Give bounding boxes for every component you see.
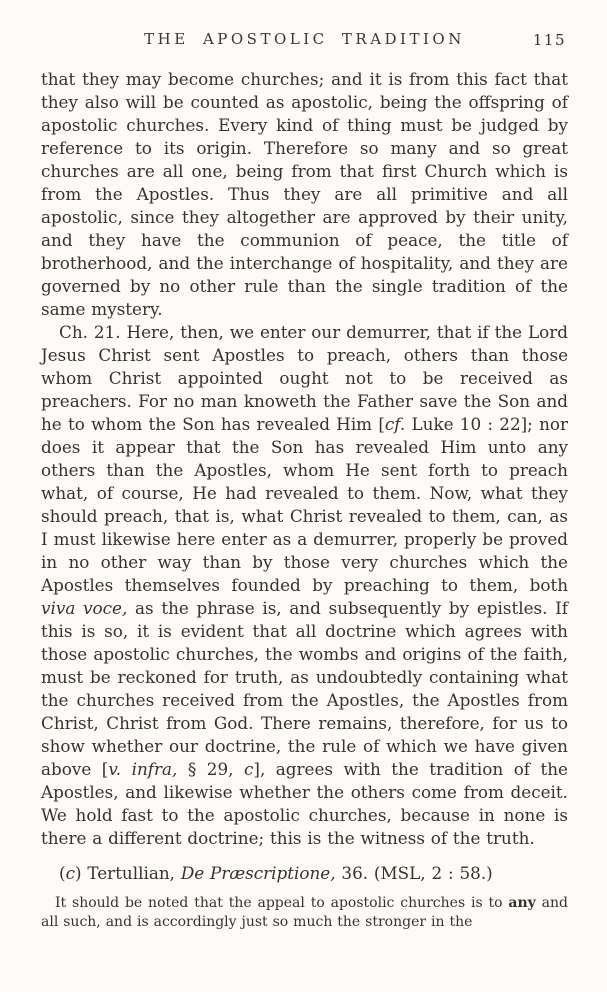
text-run: Ch. 21. Here, then, we enter our demurrer, that if the Lord Jesus Christ sent Apostles to preach, others than those whom Christ appointed ought not to be received as preachers. For no man knoweth the Father save the Son and he to whom the Son has revealed Him [	[41, 322, 568, 434]
text-run: and all such, and is accordingly just so much the stronger in the	[41, 895, 568, 930]
text-run: § 29,	[177, 759, 244, 779]
text-run: (	[59, 863, 66, 883]
text-run: v. infra,	[108, 759, 178, 779]
text-run: ], agrees with the tradition of the Apostles, and likewise whether the others come from deceit. We hold fast to the apostolic churches, because in none is there a different doctrine; this is the witness of the truth.	[41, 759, 568, 848]
paragraph-continuation	[41, 68, 568, 321]
text-run: ) Tertullian,	[74, 863, 181, 883]
text-run: cf.	[384, 414, 406, 434]
paragraph-ch-21	[41, 321, 568, 850]
text-run: 36. (MSL, 2 : 58.)	[335, 863, 493, 883]
text-run: It should be noted that the appeal to apostolic churches is to	[55, 895, 509, 911]
citation-line	[41, 862, 568, 885]
text-run: Luke 10 : 22]; nor does it appear that the Son has revealed Him unto any others than the Apostles, whom He sent forth to preach what, of course, He had revealed to them. Now, what they should preach, that is, what Christ revealed to them, can, as I must likewise here enter as a demurrer, properly be proved in no other way than by those very churches which the Apostles themselves founded by preaching to them, both	[41, 414, 568, 595]
footnote-text	[41, 894, 568, 932]
text-run: De Præscriptione,	[180, 863, 336, 883]
page-body	[41, 68, 568, 932]
text-run: c	[243, 759, 254, 779]
text-run: viva voce,	[41, 598, 128, 618]
page-header	[41, 30, 568, 52]
text-run: that they may become churches; and it is from this fact that they also will be counted as apostolic, being the offspring of apostolic churches. Every kind of thing must be judged by reference to its origin. Therefore so many and so great churches are all one, being from that first Church which is from the Apostles. Thus they are all primitive and all apostolic, since they altogether are approved by their unity, and they have the communion of peace, the title of brotherhood, and the interchange of hospitality, and they are governed by no other rule than the single tradition of the same mystery.	[41, 69, 568, 319]
text-run: c	[65, 863, 75, 883]
page-number: 115	[532, 31, 566, 49]
running-title: THE APOSTOLIC TRADITION	[144, 30, 465, 48]
text-run: any	[508, 895, 536, 911]
text-run: as the phrase is, and subsequently by epistles. If this is so, it is evident that all doctrine which agrees with those apostolic churches, the wombs and origins of the faith, must be reckoned for truth, as undoubtedly containing what the churches received from the Apostles, the Apostles from Christ, Christ from God. There remains, therefore, for us to show whether our doctrine, the rule of which we have given above [	[41, 598, 568, 779]
